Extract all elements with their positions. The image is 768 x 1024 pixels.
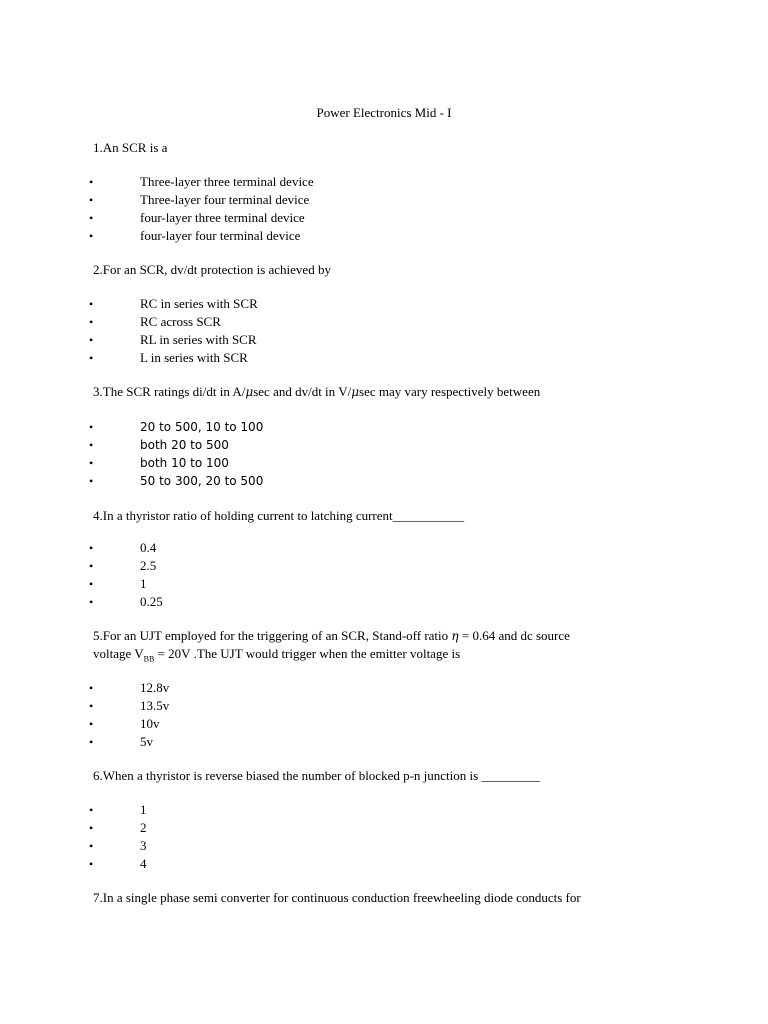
list-item: • four-layer four terminal device [89, 228, 301, 243]
list-item: • 50 to 300, 20 to 500 [89, 474, 264, 488]
list-item: • four-layer three terminal device [89, 210, 305, 225]
list-item: • 2.5 [89, 558, 157, 573]
list-item: • 0.25 [89, 594, 163, 609]
bullet-icon: • [89, 541, 94, 555]
list-item: • L in series with SCR [89, 350, 248, 365]
list-item: • 1 [89, 576, 147, 591]
bullet-icon: • [89, 857, 94, 871]
question-6-options [0, 801, 768, 873]
bullet-icon: • [89, 559, 94, 573]
list-item: • 10v [89, 716, 160, 731]
bullet-icon: • [89, 211, 94, 225]
list-item: • Three-layer three terminal device [89, 174, 314, 189]
list-item: • RC in series with SCR [89, 296, 258, 311]
list-item: • 13.5v [89, 698, 170, 713]
bullet-icon: • [89, 175, 94, 189]
question-2-options [0, 295, 768, 367]
bullet-icon: • [89, 420, 94, 434]
bullet-icon: • [89, 595, 94, 609]
list-item: • both 20 to 500 [89, 438, 229, 452]
bullet-icon: • [89, 735, 94, 749]
bullet-icon: • [89, 333, 94, 347]
question-5: 5.For an UJT employed for the triggering of an SCR, Stand-off ratio η = 0.64 and dc source voltage $V_{BB} = 20V$ .The UJT would trigger when the emitter voltage is [93, 628, 570, 664]
bullet-icon: • [89, 474, 94, 488]
question-3-options [0, 418, 768, 490]
list-item: • both 10 to 100 [89, 456, 229, 470]
bullet-icon: • [89, 351, 94, 365]
bullet-icon: • [89, 456, 94, 470]
question-3: 3.The SCR ratings di/dt in A/μsec and dv/dt in V/μsec may vary respectively between [93, 384, 541, 399]
question-4-options [0, 539, 768, 611]
bullet-icon: • [89, 699, 94, 713]
question-4: 4.In a thyristor ratio of holding current to latching current___________ [93, 508, 465, 523]
question-6: 6.When a thyristor is reverse biased the number of blocked p-n junction is _________ [93, 768, 540, 783]
bullet-icon: • [89, 229, 94, 243]
micro-symbol: μ [245, 385, 254, 399]
question-2: 2.For an SCR, dv/dt protection is achieved by [93, 262, 331, 277]
list-item: • 4 [89, 856, 147, 871]
list-item: • 1 [89, 802, 147, 817]
list-item: • 0.4 [89, 540, 157, 555]
bullet-icon: • [89, 803, 94, 817]
bullet-icon: • [89, 821, 94, 835]
list-item: • 12.8v [89, 680, 170, 695]
list-item: • 20 to 500, 10 to 100 [89, 420, 264, 434]
bullet-icon: • [89, 297, 94, 311]
eta-symbol: η [451, 629, 459, 643]
question-1: 1.An SCR is a [93, 140, 168, 155]
list-item: • 3 [89, 838, 147, 853]
bullet-icon: • [89, 315, 94, 329]
question-1-options [0, 173, 768, 245]
list-item: • RL in series with SCR [89, 332, 257, 347]
bullet-icon: • [89, 193, 94, 207]
list-item: • 5v [89, 734, 153, 749]
bullet-icon: • [89, 577, 94, 591]
question-7: 7.In a single phase semi converter for continuous conduction freewheeling diode conducts for [93, 890, 581, 905]
question-5-options [0, 679, 768, 751]
list-item: • RC across SCR [89, 314, 221, 329]
list-item: • 2 [89, 820, 147, 835]
bullet-icon: • [89, 681, 94, 695]
page-title: Power Electronics Mid - I [316, 105, 452, 120]
bullet-icon: • [89, 839, 94, 853]
micro-symbol: μ [351, 385, 360, 399]
bullet-icon: • [89, 438, 94, 452]
bullet-icon: • [89, 717, 94, 731]
list-item: • Three-layer four terminal device [89, 192, 310, 207]
